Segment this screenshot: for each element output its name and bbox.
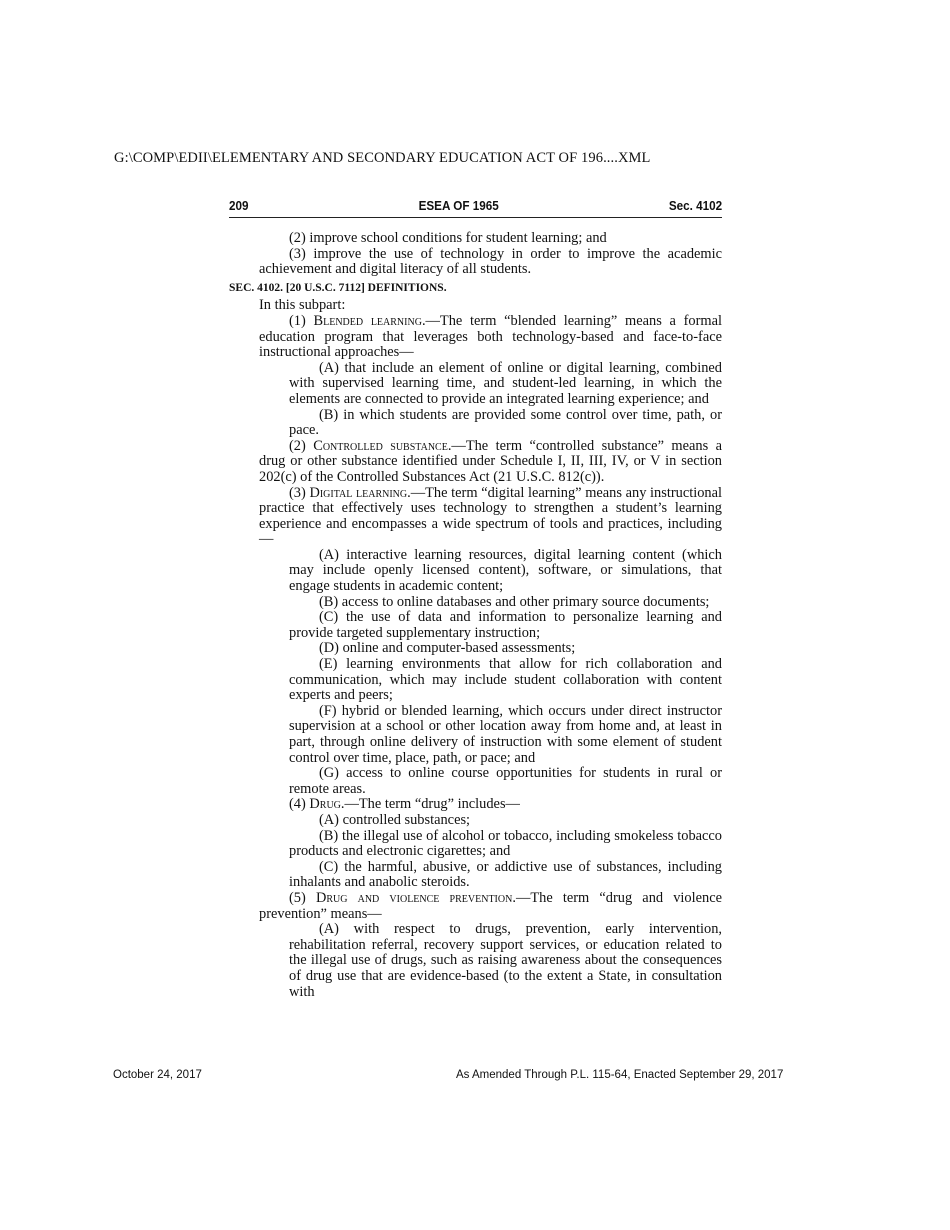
subparagraph: (B) access to online databases and other primary source documents; [319,593,710,610]
document-body [229,231,722,1000]
definition-3 [229,486,722,548]
def-number: (5) [289,889,306,906]
definition-1 [229,314,722,361]
subparagraph: (A) controlled substances; [319,811,471,828]
section-label: Sec. 4102 [668,198,723,213]
footer-date: October 24, 2017 [113,1069,202,1081]
intro: In this subpart: [259,297,346,314]
def-number: (3) [289,484,306,501]
file-path: G:\COMP\EDII\ELEMENTARY AND SECONDARY EDUCATION ACT OF 196....XML [114,150,651,166]
def-number: (4) [289,796,306,813]
paragraph: (2) improve school conditions for student learning; and [289,230,607,246]
def-term: Drug and violence prevention [315,889,513,906]
definition-2 [229,439,722,486]
subparagraph: (A) that include an element of online or digital learning, combined with supervised learning time, and student-led learning, in which the elements are connected to provide an integrated learning experience; and [289,359,722,407]
def-number: (2) [289,437,306,454]
subparagraph: (F) hybrid or blended learning, which occurs under direct instructor supervision at a school or other location away from home and, at least in part, through online delivery of instruction with some element of student control over time, place, path, or pace; and [289,702,722,766]
def-text: .—The term “digital learning” means any instructional practice that effectively uses technology to strengthen a student’s learning experience and encompasses a wide spectrum of tools and practices, including— [259,484,722,548]
def-term: Digital learning [309,484,408,501]
subparagraph: (G) access to online course opportunities for students in rural or remote areas. [289,765,722,797]
definition-4 [229,797,722,813]
def-text: .—The term “controlled substance” means a drug or other substance identified under Schedule I, II, III, IV, or V in section 202(c) of the Controlled Substances Act (21 U.S.C. 812(c)). [259,437,723,485]
def-number: (1) [289,312,306,329]
page-number: 209 [229,198,249,213]
subparagraph: (C) the harmful, abusive, or addictive use of substances, including inhalants and anabolic steroids. [289,858,722,891]
subparagraph: (C) the use of data and information to personalize learning and provide targeted supplementary instruction; [289,609,722,641]
act-title: ESEA OF 1965 [418,198,499,213]
subparagraph: (B) the illegal use of alcohol or tobacco, including smokeless tobacco products and electronic cigarettes; and [289,827,722,860]
def-term: Controlled substance [313,437,448,454]
page-header [229,198,723,213]
subparagraph: (B) in which students are provided some control over time, path, or pace. [289,406,722,439]
def-term: Drug [309,796,341,813]
paragraph-text: (3) improve the use of technology in order to improve the academic achievement and digital literacy of all students. [259,245,722,278]
def-text: .—The term “blended learning” means a formal education program that leverages both technology-based and face-to-face instructional approaches— [259,312,722,361]
subparagraph: (A) interactive learning resources, digital learning content (which may include openly licensed content), software, or simulations, that engage students in academic content; [289,546,722,595]
subparagraph: (D) online and computer-based assessments; [319,640,576,657]
subparagraph: (A) with respect to drugs, prevention, early intervention, rehabilitation referral, recovery support services, or education related to the illegal use of drugs, such as raising awareness about the consequences of drug use that are evidence-based (to the extent a State, in consultation with [289,921,722,1000]
def-term: Blended learning [313,312,422,329]
section-heading: SEC. 4102. [20 U.S.C. 7112] DEFINITIONS. [229,281,447,294]
definition-5 [229,891,722,922]
def-text: .—The term “drug” includes— [340,796,520,813]
def-text: .—The term “drug and violence prevention” means— [259,889,722,922]
subparagraph: (E) learning environments that allow for rich collaboration and communication, which may include student collaboration with content experts and peers; [289,656,722,704]
footer-amended: As Amended Through P.L. 115-64, Enacted September 29, 2017 [456,1069,784,1081]
paragraph [229,247,722,278]
header-rule [229,217,722,218]
